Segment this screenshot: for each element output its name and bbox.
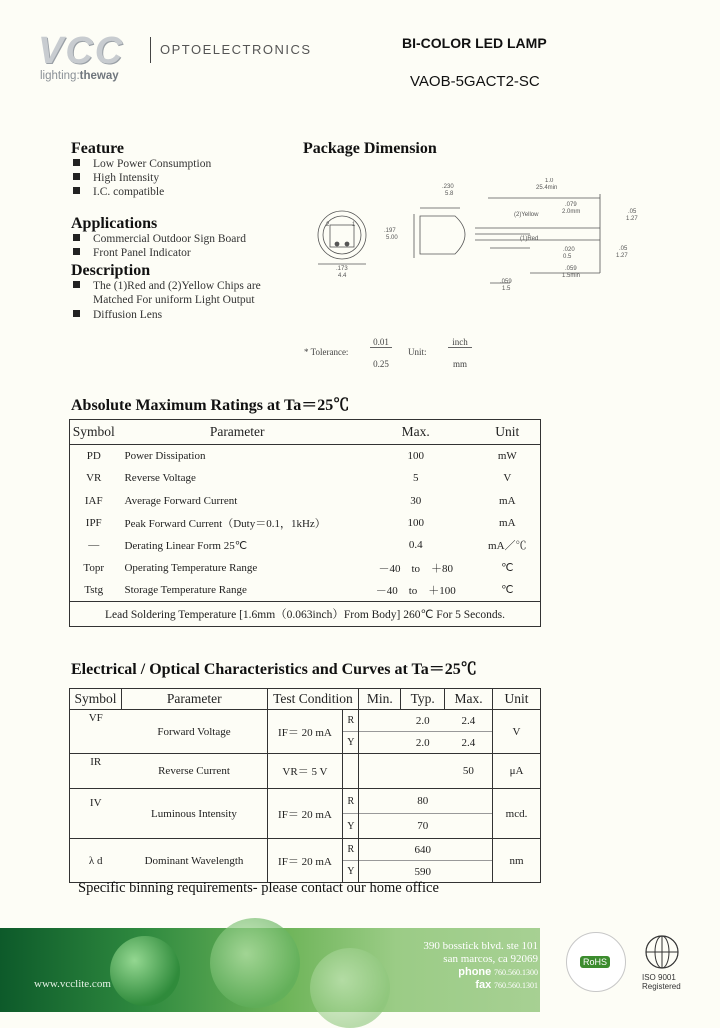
fax-number: 760.560.1301 [494,981,538,990]
dim-label: 1.27 [626,216,638,222]
amr-table [69,419,541,627]
tolerance-value: 0.25 [373,359,389,369]
dim-label: .05 [628,209,637,215]
dim-label: .059 [500,279,512,285]
table-row: Topr Operating Temperature Range －40 to ＋80 ℃ [83,561,514,575]
description-item: Diffusion Lens [73,309,162,321]
website-link[interactable]: www.vcclite.com [34,978,111,990]
address-line: san marcos, ca 92069 [443,953,538,965]
logo-divider [150,37,151,63]
description-item: The (1)Red and (2)Yellow Chips are [73,280,261,292]
unit-label: Unit: [408,347,427,357]
dim-label: 1.5 [502,286,511,292]
table-row: — Derating Linear Form 25℃ 0.4 mA／℃ [88,539,527,553]
dim-label: 1.27 [616,253,628,259]
table-row: Y 70 [70,814,541,839]
column-header: Max. [445,689,493,710]
dim-label: (1)Red [520,236,539,242]
dim-label: .230 [442,184,454,190]
globe-icon [640,932,684,972]
unit-value: mm [452,359,467,369]
dim-label: 5.8 [445,191,454,197]
column-header: Unit [475,420,541,445]
description-heading: Description [71,262,151,279]
division-name: OPTOELECTRONICS [160,42,312,57]
tagline: lighting:theway [40,70,119,82]
unit-value: inch [448,337,472,348]
pin-label: 2 [326,222,330,228]
column-header: Symbol [70,689,122,710]
phone-label: phone [458,966,492,978]
fax-label: fax [475,979,492,991]
package-drawing [300,178,640,298]
contact-info [423,940,538,992]
column-header: Unit [493,689,541,710]
tolerance-label: * Tolerance: [304,347,349,357]
table-row: Y 2.0 2.4 [70,732,541,754]
phone-number: 760.560.1300 [494,968,538,977]
table-row: Y 590 [70,861,541,883]
tolerance-value: 0.01 [370,337,392,348]
dim-label: .197 [384,228,396,234]
address-line: 390 bosstick blvd. ste 101 [423,940,538,952]
application-item: Front Panel Indicator [73,247,191,259]
feature-item: I.C. compatible [73,186,164,198]
dim-label: .079 [565,202,577,208]
feature-item: High Intensity [73,172,159,184]
dim-label: .173 [336,266,348,272]
soldering-note: Lead Soldering Temperature [1.6mm（0.063inch）From Body] 260℃ For 5 Seconds. [70,602,541,627]
column-header: Min. [359,689,401,710]
binning-note: Specific binning requirements- please contact our home office [78,880,439,896]
description-item: Matched For uniform Light Output [93,294,255,306]
eoc-table [69,688,541,883]
table-row: IR Reverse Current VR＝ 5 V 50 μA [70,754,541,789]
feature-heading: Feature [71,140,125,157]
table-row: IPF Peak Forward Current（Duty＝0.1，1kHz） 100 mA [85,517,516,531]
feature-item: Low Power Consumption [73,158,211,170]
dim-label: 4.4 [338,273,347,279]
table-row: IAF Average Forward Current 30 mA [84,494,516,507]
table-row: IV Luminous Intensity IF＝ 20 mA R 80 mcd. [70,789,541,814]
vcc-logo: VCC [38,30,125,72]
document-title: BI-COLOR LED LAMP [402,35,547,51]
table-row: λ d Dominant Wavelength IF＝ 20 mA R 640 nm [70,839,541,861]
part-number: VAOB-5GACT2-SC [410,73,540,90]
pin-label: 1 [352,222,356,228]
iso-label: ISO 9001 Registered [642,973,681,991]
eoc-heading: Electrical / Optical Characteristics and Curves at Ta＝25℃ [71,661,477,678]
table-row: Tstg Storage Temperature Range －40 to ＋100 ℃ [84,583,514,597]
dim-label: .020 [563,247,575,253]
dim-label: 2.0mm [562,209,581,215]
applications-heading: Applications [71,215,158,232]
table-row: VR Reverse Voltage 5 V [86,472,512,485]
table-row: VF Forward Voltage IF＝ 20 mA R 2.0 2.4 V [70,710,541,732]
amr-heading: Absolute Maximum Ratings at Ta＝25℃ [71,397,350,414]
dim-label: 1.0 [545,178,554,184]
rohs-label: RoHS [580,956,610,968]
dim-label: .059 [565,266,577,272]
column-header: Parameter [121,689,267,710]
table-row: PD Power Dissipation 100 mW [86,450,517,463]
column-header: Test Condition [267,689,359,710]
dim-label: 1.5min [562,273,581,279]
dim-label: 5.00 [386,235,398,241]
dim-label: 25.4min [536,185,558,191]
package-heading: Package Dimension [303,140,437,157]
column-header: Typ. [401,689,445,710]
column-header: Parameter [117,420,356,445]
column-header: Symbol [70,420,118,445]
dim-label: (2)Yellow [514,212,539,218]
dim-label: .05 [619,246,628,252]
application-item: Commercial Outdoor Sign Board [73,233,246,245]
column-header: Max. [357,420,475,445]
dim-label: 0.5 [563,254,572,260]
